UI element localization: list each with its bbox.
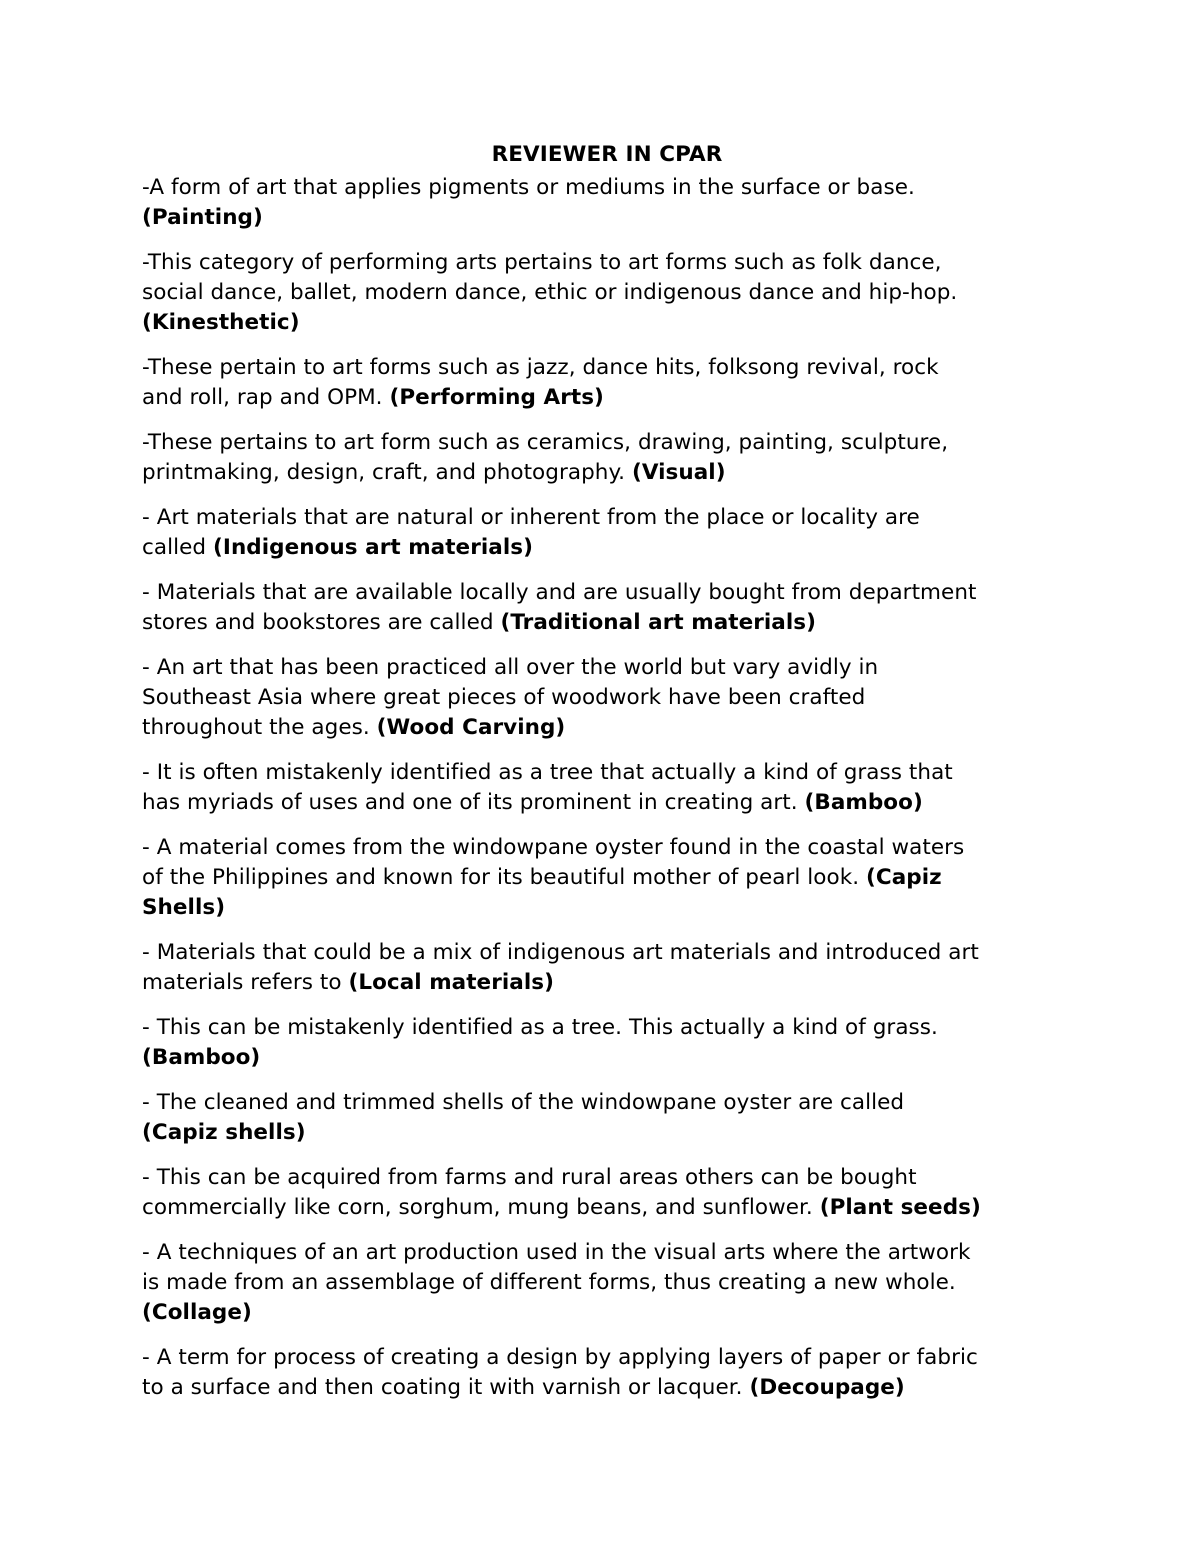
- item-answer: (Bamboo): [142, 1045, 261, 1070]
- reviewer-item-capiz-shells-2: [142, 1088, 1072, 1148]
- item-text: has myriads of uses and one of its prominent in creating art.: [142, 790, 805, 815]
- item-text: to a surface and then coating it with varnish or lacquer.: [142, 1375, 750, 1400]
- reviewer-item-decoupage: [142, 1343, 1072, 1403]
- reviewer-item-plant-seeds: [142, 1163, 1072, 1223]
- reviewer-item-collage: [142, 1238, 1072, 1328]
- reviewer-item-painting: [142, 173, 1072, 233]
- item-text: and roll, rap and OPM.: [142, 385, 390, 410]
- item-answer: (Collage): [142, 1300, 252, 1325]
- item-answer: (Bamboo): [804, 790, 923, 815]
- item-text: - This can be mistakenly identified as a tree. This actually a kind of grass.: [142, 1015, 938, 1040]
- item-answer: (Plant seeds): [819, 1195, 981, 1220]
- item-text: called: [142, 535, 214, 560]
- item-text: commercially like corn, sorghum, mung beans, and sunflower.: [142, 1195, 820, 1220]
- item-text: - An art that has been practiced all over the world but vary avidly in: [142, 655, 879, 680]
- item-answer: (Kinesthetic): [142, 310, 300, 335]
- item-text: - A techniques of an art production used in the visual arts where the artwork: [142, 1240, 971, 1265]
- reviewer-item-bamboo-2: [142, 1013, 1072, 1073]
- reviewer-item-indigenous-materials: [142, 503, 1072, 563]
- item-answer-continued: Shells): [142, 895, 226, 920]
- item-answer: (Painting): [142, 205, 263, 230]
- item-text: Southeast Asia where great pieces of woodwork have been crafted: [142, 685, 866, 710]
- reviewer-item-visual: [142, 428, 1072, 488]
- item-answer: (Capiz shells): [142, 1120, 306, 1145]
- item-text: materials refers to: [142, 970, 349, 995]
- item-text: -A form of art that applies pigments or mediums in the surface or base.: [142, 175, 915, 200]
- reviewer-item-traditional-materials: [142, 578, 1072, 638]
- document-title: REVIEWER IN CPAR: [491, 142, 723, 167]
- item-text: -These pertains to art form such as ceramics, drawing, painting, sculpture,: [142, 430, 949, 455]
- item-text: of the Philippines and known for its beautiful mother of pearl look.: [142, 865, 866, 890]
- item-text: - This can be acquired from farms and rural areas others can be bought: [142, 1165, 917, 1190]
- item-answer: (Decoupage): [749, 1375, 905, 1400]
- item-text: -These pertain to art forms such as jazz, dance hits, folksong revival, rock: [142, 355, 939, 380]
- item-answer: (Capiz: [865, 865, 942, 890]
- item-text: social dance, ballet, modern dance, ethic or indigenous dance and hip-hop.: [142, 280, 958, 305]
- item-answer: (Traditional art materials): [500, 610, 816, 635]
- item-text: throughout the ages.: [142, 715, 377, 740]
- item-text: - The cleaned and trimmed shells of the windowpane oyster are called: [142, 1090, 905, 1115]
- item-text: - A term for process of creating a design by applying layers of paper or fabric: [142, 1345, 978, 1370]
- item-text: - Art materials that are natural or inherent from the place or locality are: [142, 505, 920, 530]
- item-answer: (Visual): [631, 460, 726, 485]
- reviewer-item-kinesthetic: [142, 248, 1072, 338]
- item-text: -This category of performing arts pertains to art forms such as folk dance,: [142, 250, 942, 275]
- item-text: - It is often mistakenly identified as a tree that actually a kind of grass that: [142, 760, 953, 785]
- reviewer-item-bamboo: [142, 758, 1072, 818]
- reviewer-item-wood-carving: [142, 653, 1072, 743]
- item-answer: (Wood Carving): [376, 715, 566, 740]
- item-answer: (Indigenous art materials): [213, 535, 533, 560]
- reviewer-item-performing-arts: [142, 353, 1072, 413]
- item-text: - Materials that are available locally and are usually bought from department: [142, 580, 977, 605]
- reviewer-item-capiz-shells: [142, 833, 1072, 923]
- item-text: - Materials that could be a mix of indigenous art materials and introduced art: [142, 940, 979, 965]
- item-answer: (Performing Arts): [389, 385, 604, 410]
- item-text: printmaking, design, craft, and photography.: [142, 460, 632, 485]
- item-text: - A material comes from the windowpane oyster found in the coastal waters: [142, 835, 965, 860]
- item-text: stores and bookstores are called: [142, 610, 501, 635]
- reviewer-item-local-materials: [142, 938, 1072, 998]
- document-page: [142, 140, 1072, 1418]
- item-answer: (Local materials): [348, 970, 554, 995]
- item-text: is made from an assemblage of different forms, thus creating a new whole.: [142, 1270, 956, 1295]
